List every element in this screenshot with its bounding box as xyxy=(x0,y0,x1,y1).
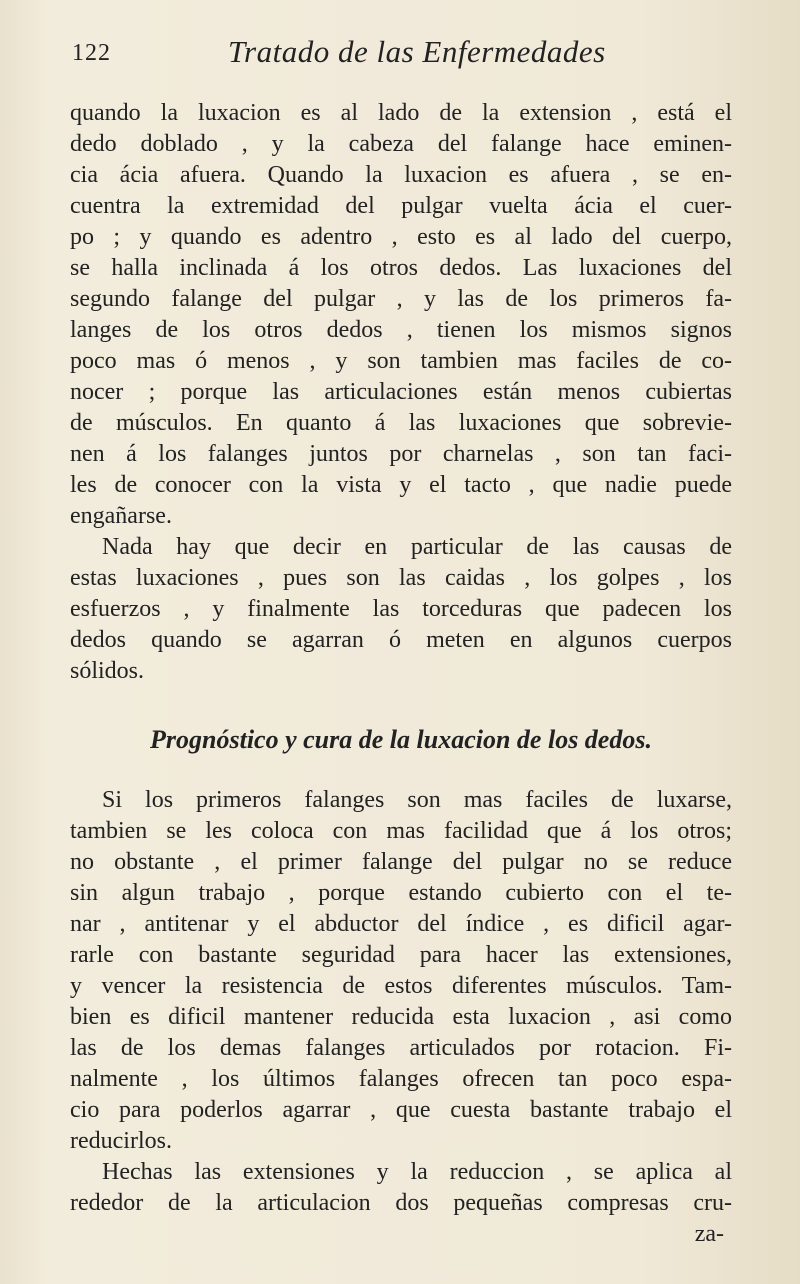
text-line: dedo doblado , y la cabeza del falange hace eminen- xyxy=(70,131,732,157)
text-line: Hechas las extensiones y la reduccion , se aplica al xyxy=(102,1159,732,1185)
text-line: se halla inclinada á los otros dedos. Las luxaciones del xyxy=(70,255,732,281)
text-line: cia ácia afuera. Quando la luxacion es afuera , se en- xyxy=(70,162,732,188)
text-line: cio para poderlos agarrar , que cuesta bastante trabajo el xyxy=(70,1097,732,1123)
text-line: nocer ; porque las articulaciones están menos cubiertas xyxy=(70,379,732,405)
text-line: sin algun trabajo , porque estando cubierto con el te- xyxy=(70,880,732,906)
text-line: nar , antitenar y el abductor del índice , es dificil agar- xyxy=(70,911,732,937)
section-gap xyxy=(70,687,732,723)
text-line: poco mas ó menos , y son tambien mas faciles de co- xyxy=(70,348,732,374)
text-line: dedos quando se agarran ó meten en algunos cuerpos xyxy=(70,627,732,653)
text-line: langes de los otros dedos , tienen los mismos signos xyxy=(70,317,732,343)
text-line: no obstante , el primer falange del pulgar no se reduce xyxy=(70,849,732,875)
running-head xyxy=(72,34,732,74)
page-number: 122 xyxy=(72,40,111,66)
text-line: de músculos. En quanto á las luxaciones que sobrevie- xyxy=(70,410,732,436)
text-line: engañarse. xyxy=(70,503,172,529)
text-line: reducirlos. xyxy=(70,1128,172,1154)
text-line: y vencer la resistencia de estos diferentes músculos. Tam- xyxy=(70,973,732,999)
paragraph-4 xyxy=(70,1157,732,1219)
text-line: estas luxaciones , pues son las caidas , los golpes , los xyxy=(70,565,732,591)
text-line: las de los demas falanges articulados por rotacion. Fi- xyxy=(70,1035,732,1061)
text-line: po ; y quando es adentro , esto es al lado del cuerpo, xyxy=(70,224,732,250)
section-heading: Prognóstico y cura de la luxacion de los dedos. xyxy=(150,725,652,754)
text-line: segundo falange del pulgar , y las de los primeros fa- xyxy=(70,286,732,312)
text-line: sólidos. xyxy=(70,658,145,684)
body-text xyxy=(70,98,732,1250)
text-line: Si los primeros falanges son mas faciles de luxarse, xyxy=(102,787,732,813)
paragraph-2 xyxy=(70,532,732,687)
text-line: cuentra la extremidad del pulgar vuelta ácia el cuer- xyxy=(70,193,732,219)
text-line: quando la luxacion es al lado de la extension , está el xyxy=(70,100,732,126)
text-line: nen á los falanges juntos por charnelas , son tan faci- xyxy=(70,441,732,467)
paragraph-3 xyxy=(70,785,732,1157)
running-title: Tratado de las Enfermedades xyxy=(228,34,606,69)
text-line: tambien se les coloca con mas facilidad que á los otros; xyxy=(70,818,732,844)
catchword: za- xyxy=(694,1221,724,1247)
text-line: Nada hay que decir en particular de las causas de xyxy=(102,534,732,560)
text-line: rededor de la articulacion dos pequeñas compresas cru- xyxy=(70,1190,732,1216)
text-line: bien es dificil mantener reducida esta luxacion , asi como xyxy=(70,1004,732,1030)
text-line: esfuerzos , y finalmente las torceduras que padecen los xyxy=(70,596,732,622)
paragraph-1 xyxy=(70,98,732,532)
text-line: les de conocer con la vista y el tacto , que nadie puede xyxy=(70,472,732,498)
text-line: rarle con bastante seguridad para hacer las extensiones, xyxy=(70,942,732,968)
text-line: nalmente , los últimos falanges ofrecen tan poco espa- xyxy=(70,1066,732,1092)
